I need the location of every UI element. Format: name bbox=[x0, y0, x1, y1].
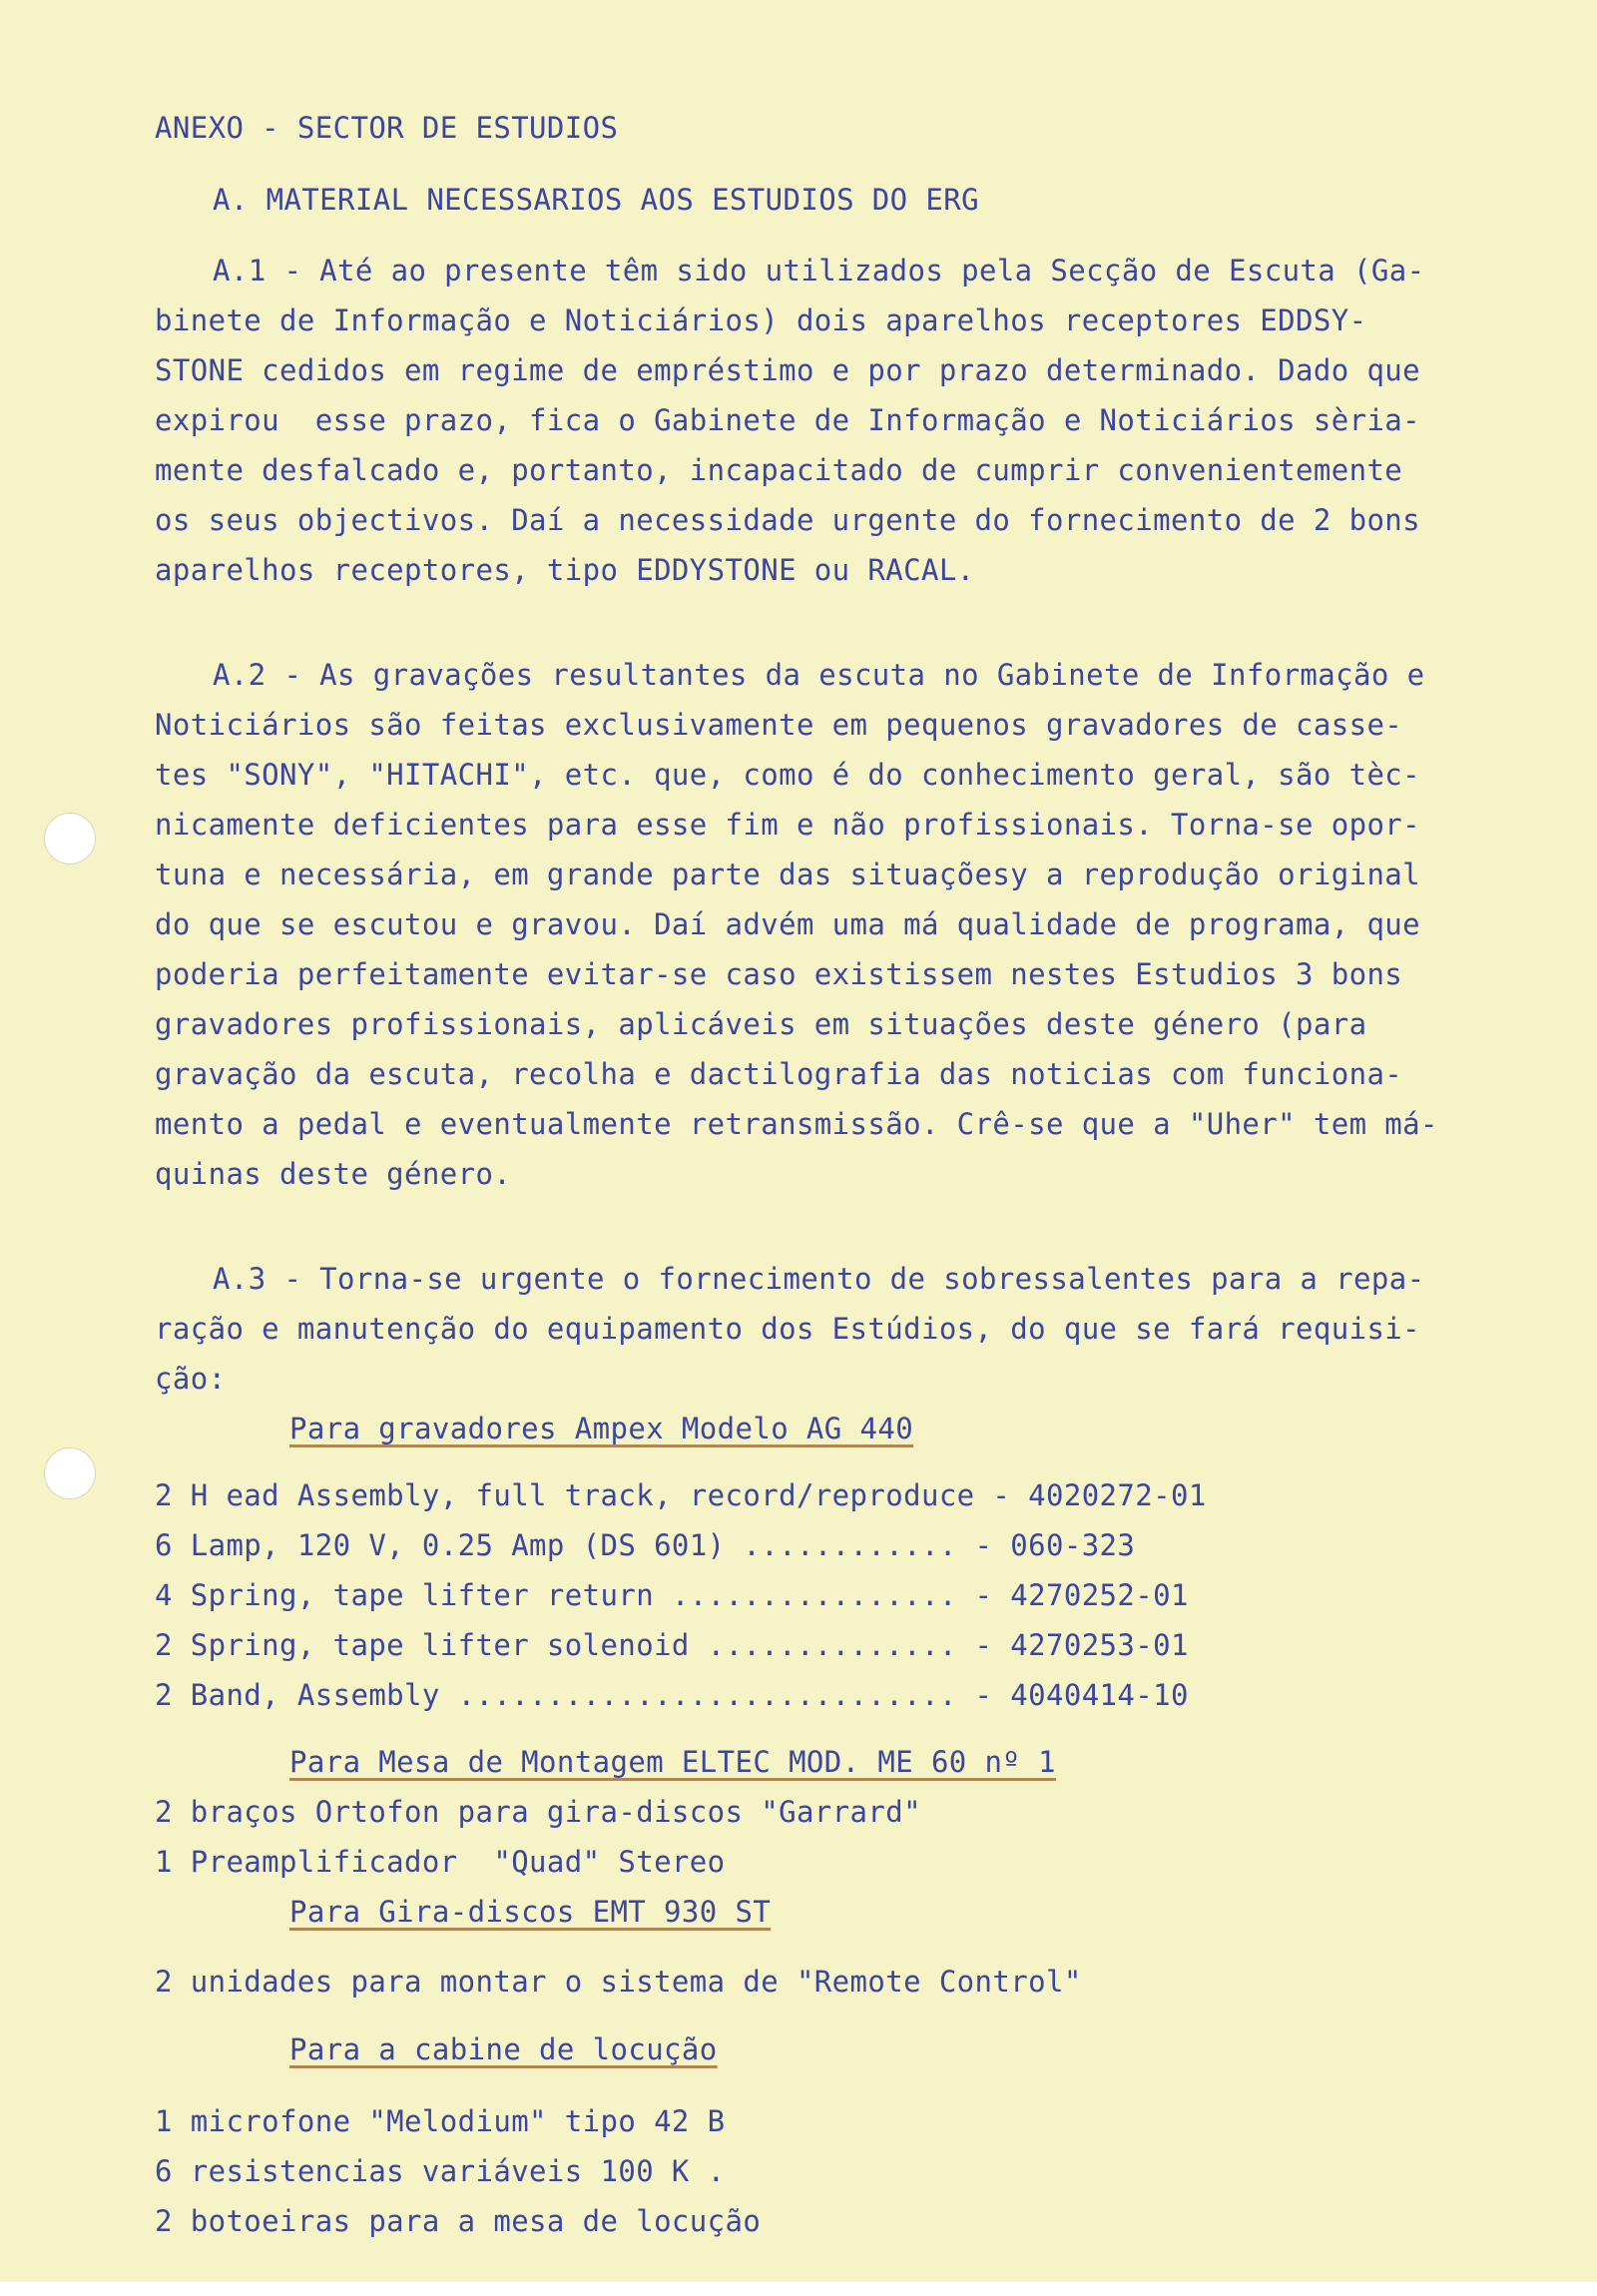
emt-item: 2 unidades para montar o sistema de "Remote Control" bbox=[155, 1965, 1082, 1999]
ampex-item: 6 Lamp, 120 V, 0.25 Amp (DS 601) ............ - 060-323 bbox=[155, 1528, 1136, 1562]
paragraph-a1-line: os seus objectivos. Daí a necessidade urgente do fornecimento de 2 bons bbox=[155, 503, 1421, 537]
paragraph-a2-line: tuna e necessária, em grande parte das situaçõesy a reprodução original bbox=[155, 858, 1421, 891]
emt-heading: Para Gira-discos EMT 930 ST bbox=[289, 1895, 772, 1929]
cabine-item: 1 microfone "Melodium" tipo 42 B bbox=[155, 2104, 726, 2138]
section-a-title: A. MATERIAL NECESSARIOS AOS ESTUDIOS DO ERG bbox=[213, 183, 979, 217]
cabine-item: 2 botoeiras para a mesa de locução bbox=[155, 2204, 762, 2238]
mesa-heading: Para Mesa de Montagem ELTEC MOD. ME 60 nº 1 bbox=[289, 1745, 1056, 1779]
paragraph-a1-line: A.1 - Até ao presente têm sido utilizados pela Secção de Escuta (Ga- bbox=[213, 254, 1425, 287]
paragraph-a3-line: A.3 - Torna-se urgente o fornecimento de sobressalentes para a repa- bbox=[213, 1262, 1425, 1296]
punch-hole-bottom bbox=[44, 1447, 96, 1499]
cabine-item: 6 resistencias variáveis 100 K . bbox=[155, 2154, 726, 2188]
ampex-item: 2 Spring, tape lifter solenoid .............. - 4270253-01 bbox=[155, 1628, 1189, 1662]
paragraph-a1-line: mente desfalcado e, portanto, incapacitado de cumprir convenientemente bbox=[155, 453, 1403, 487]
paragraph-a2-line: do que se escutou e gravou. Daí advém uma má qualidade de programa, que bbox=[155, 907, 1421, 941]
ampex-item: 2 Band, Assembly ............................ - 4040414-10 bbox=[155, 1678, 1189, 1712]
cabine-heading: Para a cabine de locução bbox=[289, 2032, 718, 2066]
ampex-heading: Para gravadores Ampex Modelo AG 440 bbox=[289, 1412, 914, 1445]
paragraph-a2-line: poderia perfeitamente evitar-se caso existissem nestes Estudios 3 bons bbox=[155, 957, 1403, 991]
paragraph-a2-line: A.2 - As gravações resultantes da escuta no Gabinete de Informação e bbox=[213, 658, 1425, 692]
paragraph-a2-line: tes "SONY", "HITACHI", etc. que, como é do conhecimento geral, são tèc- bbox=[155, 758, 1421, 792]
ampex-item: 4 Spring, tape lifter return ................ - 4270252-01 bbox=[155, 1578, 1189, 1612]
paragraph-a1-line: expirou esse prazo, fica o Gabinete de Informação e Noticiários sèria- bbox=[155, 403, 1421, 437]
paragraph-a2-line: Noticiários são feitas exclusivamente em pequenos gravadores de casse- bbox=[155, 708, 1403, 742]
punch-hole-top bbox=[44, 813, 96, 864]
mesa-item: 1 Preamplificador "Quad" Stereo bbox=[155, 1845, 726, 1879]
paragraph-a1-line: aparelhos receptores, tipo EDDYSTONE ou RACAL. bbox=[155, 553, 975, 587]
paragraph-a2-line: nicamente deficientes para esse fim e não profissionais. Torna-se opor- bbox=[155, 808, 1421, 842]
paragraph-a2-line: mento a pedal e eventualmente retransmissão. Crê-se que a "Uher" tem má- bbox=[155, 1107, 1438, 1141]
page-bottom-margin bbox=[0, 2282, 1597, 2296]
paragraph-a3-line: ração e manutenção do equipamento dos Estúdios, do que se fará requisi- bbox=[155, 1312, 1421, 1346]
paragraph-a2-line: gravação da escuta, recolha e dactilografia das noticias com funciona- bbox=[155, 1057, 1403, 1091]
annex-title: ANEXO - SECTOR DE ESTUDIOS bbox=[155, 111, 619, 145]
paragraph-a1-line: STONE cedidos em regime de empréstimo e por prazo determinado. Dado que bbox=[155, 353, 1421, 387]
paragraph-a1-line: binete de Informação e Noticiários) dois aparelhos receptores EDDSY- bbox=[155, 303, 1367, 337]
paragraph-a2-line: quinas deste género. bbox=[155, 1157, 512, 1191]
mesa-item: 2 braços Ortofon para gira-discos "Garrard" bbox=[155, 1795, 921, 1829]
paragraph-a3-line: ção: bbox=[155, 1362, 227, 1396]
paragraph-a2-line: gravadores profissionais, aplicáveis em situações deste género (para bbox=[155, 1007, 1367, 1041]
ampex-item: 2 H ead Assembly, full track, record/reproduce - 4020272-01 bbox=[155, 1478, 1207, 1512]
